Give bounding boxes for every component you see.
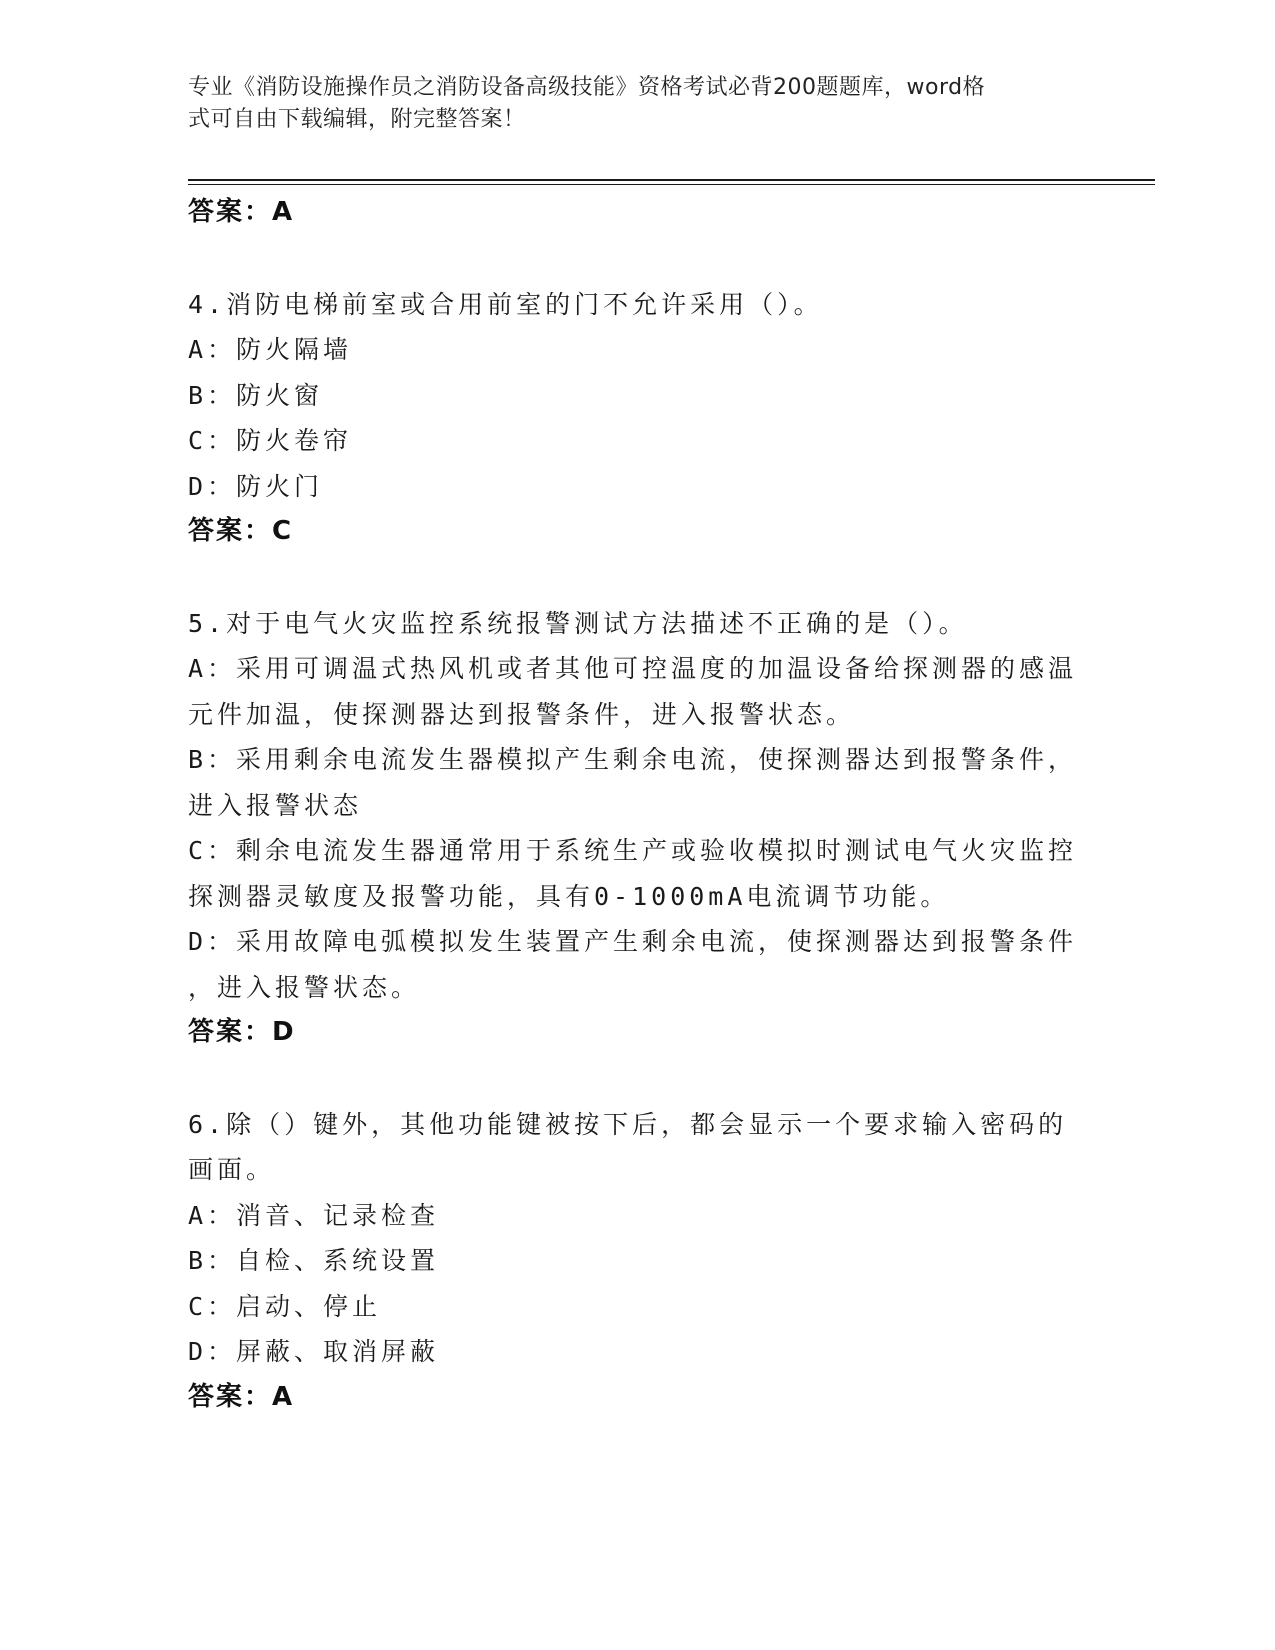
question-stem: 5.对于电气火灾监控系统报警测试方法描述不正确的是（）。 [188,608,968,638]
option-c: C：剩余电流发生器通常用于系统生产或验收模拟时测试电气火灾监控 [188,836,1078,865]
option-a: A：采用可调温式热风机或者其他可控温度的加温设备给探测器的感温 [188,654,1078,683]
header-line-1: 专业《消防设施操作员之消防设备高级技能》资格考试必背200题题库，word格 [188,75,986,100]
question-5 [188,601,1088,1056]
header-rule-thick [188,179,1155,181]
option-b: B：自检、系统设置 [188,1246,440,1275]
answer: 答案：A [188,1381,295,1412]
document-body [188,190,1088,1420]
option-d: D：采用故障电弧模拟发生装置产生剩余电流，使探测器达到报警条件 [188,927,1078,956]
option-a: A：防火隔墙 [188,335,353,364]
answer: 答案：C [188,516,294,546]
previous-answer: 答案：A [188,197,295,227]
question-6 [188,1102,1088,1421]
option-b: B：采用剩余电流发生器模拟产生剩余电流，使探测器达到报警条件， [188,745,1078,774]
option-c: C：启动、停止 [188,1291,382,1321]
spacer [188,1056,1088,1102]
option-b-continued: 进入报警状态 [188,790,363,820]
question-stem-continued: 画面。 [188,1155,276,1184]
question-stem: 6.除（）键外，其他功能键被按下后，都会显示一个要求输入密码的 [188,1109,1068,1139]
option-c: C：防火卷帘 [188,426,353,455]
spacer [188,555,1088,601]
spacer [188,236,1088,282]
answer: 答案：D [188,1017,296,1047]
option-d-continued: ，进入报警状态。 [188,972,421,1002]
option-b: B：防火窗 [188,380,324,410]
header-rule-thin [188,184,1155,185]
option-d: D：防火门 [188,471,324,501]
option-d: D：屏蔽、取消屏蔽 [188,1337,440,1366]
question-4 [188,282,1088,555]
header-line-2: 式可自由下载编辑，附完整答案！ [188,107,526,132]
option-a: A：消音、记录检查 [188,1200,440,1230]
option-c-continued: 探测器灵敏度及报警功能，具有0-1000mA电流调节功能。 [188,881,950,911]
question-stem: 4.消防电梯前室或合用前室的门不允许采用（）。 [188,289,823,319]
option-a-continued: 元件加温，使探测器达到报警条件，进入报警状态。 [188,699,856,729]
document-header [188,72,1068,136]
